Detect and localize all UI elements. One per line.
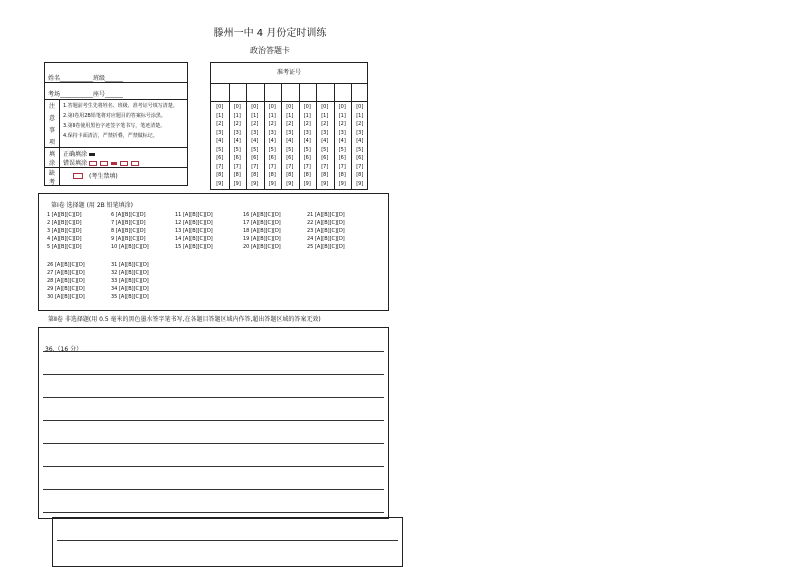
correct-fill-label: 正确填涂	[63, 151, 88, 158]
exam-id-digit-bubble[interactable]: [7]	[286, 163, 294, 170]
exam-id-digit-bubble[interactable]: [4]	[251, 138, 259, 144]
wrong-swatch-3	[111, 162, 117, 165]
exam-id-digit-bubble[interactable]: [9]	[321, 180, 329, 187]
exam-id-digit-bubble[interactable]: [0]	[251, 104, 259, 110]
mcq-item-25[interactable]: 25 [A][B][C][D]	[307, 244, 345, 250]
exam-id-digit-bubble[interactable]: [7]	[251, 163, 259, 170]
exam-id-digit-bubble[interactable]: [8]	[251, 172, 259, 178]
name-class-field[interactable]: 姓名___________班级______	[48, 75, 124, 82]
answer-line[interactable]	[43, 489, 384, 490]
exam-id-digit-bubble[interactable]: [1]	[338, 112, 346, 119]
mcq-item-13[interactable]: 13 [A][B][C][D]	[175, 228, 213, 234]
exam-id-digit-bubble[interactable]: [8]	[233, 172, 241, 178]
exam-id-digit-bubble[interactable]: [3]	[303, 129, 311, 136]
correct-fill-example	[63, 149, 96, 158]
exam-id-digit-bubble[interactable]: [4]	[216, 138, 224, 144]
exam-id-label: 准考证号	[211, 63, 367, 84]
absent-note: (考生禁填)	[89, 173, 118, 180]
mcq-item-2[interactable]: 2 [A][B][C][D]	[47, 220, 82, 226]
mcq-item-12[interactable]: 12 [A][B][C][D]	[175, 220, 213, 226]
exam-id-digit-bubble[interactable]: [1]	[251, 112, 259, 119]
exam-id-digit-bubble[interactable]: [6]	[268, 155, 276, 161]
note-4: 4.保持卡面清洁，严禁折叠，严禁做标记。	[63, 133, 158, 139]
exam-id-digit-bubble[interactable]: [3]	[233, 129, 241, 136]
exam-id-digit-bubble[interactable]: [5]	[356, 146, 364, 153]
exam-id-digit-bubble[interactable]: [6]	[356, 155, 364, 161]
page-title: 滕州一中 4 月份定时训练	[213, 28, 327, 39]
exam-id-digit-bubble[interactable]: [9]	[356, 180, 364, 187]
note-1: 1.答题前考生先将姓名、班级、准考证号填写清楚。	[63, 103, 178, 109]
exam-id-digit-bubble[interactable]: [4]	[321, 138, 329, 144]
exam-id-digit-bubble[interactable]: [5]	[251, 146, 259, 153]
exam-id-digit-bubble[interactable]: [5]	[286, 146, 294, 153]
exam-id-digit-bubble[interactable]: [8]	[268, 172, 276, 178]
exam-id-digit-bubble[interactable]: [5]	[216, 146, 224, 153]
mcq-item-10[interactable]: 10 [A][B][C][D]	[111, 244, 149, 250]
exam-id-digit-bubble[interactable]: [6]	[286, 155, 294, 161]
answer-line[interactable]	[43, 351, 384, 352]
exam-id-digit-bubble[interactable]: [4]	[303, 138, 311, 144]
mcq-item-14[interactable]: 14 [A][B][C][D]	[175, 236, 213, 242]
exam-id-digit-bubble[interactable]: [7]	[321, 163, 329, 170]
exam-id-digit-bubble[interactable]: [2]	[233, 121, 241, 127]
exam-id-digit-bubble[interactable]: [0]	[268, 104, 276, 110]
exam-id-digit-bubble[interactable]: [7]	[356, 163, 364, 170]
mcq-item-33[interactable]: 33 [A][B][C][D]	[111, 278, 149, 284]
note-3: 3.第Ⅱ卷使用黑色字迹签字笔书写，笔迹清楚。	[63, 123, 166, 129]
exam-id-digit-bubble[interactable]: [8]	[338, 172, 346, 178]
exam-id-digit-bubble[interactable]: [9]	[233, 180, 241, 187]
notice-text	[63, 103, 187, 139]
exam-id-digit-bubble[interactable]: [6]	[303, 155, 311, 161]
exam-id-digit-bubble[interactable]: [5]	[233, 146, 241, 153]
note-2: 2.第Ⅰ卷用2B铅笔将对应题目的答案标号涂黑。	[63, 113, 166, 119]
answer-line[interactable]	[43, 443, 384, 444]
mcq-item-9[interactable]: 9 [A][B][C][D]	[111, 236, 146, 242]
answer-line[interactable]	[43, 397, 384, 398]
notice-label-2: 意	[48, 115, 55, 122]
mcq-item-16[interactable]: 16 [A][B][C][D]	[243, 212, 281, 218]
mcq-item-8[interactable]: 8 [A][B][C][D]	[111, 228, 146, 234]
exam-id-digit-bubble[interactable]: [4]	[268, 138, 276, 144]
answer-line[interactable]	[57, 540, 398, 541]
exam-id-digit-bubble[interactable]: [0]	[338, 104, 346, 110]
fill-label-2: 涂	[48, 160, 55, 167]
mcq-item-6[interactable]: 6 [A][B][C][D]	[111, 212, 146, 218]
exam-id-digit-bubble[interactable]: [8]	[303, 172, 311, 178]
exam-id-digit-bubble[interactable]: [0]	[233, 104, 241, 110]
exam-id-digit-bubble[interactable]: [5]	[303, 146, 311, 153]
exam-id-digit-bubble[interactable]: [4]	[286, 138, 294, 144]
exam-id-digit-bubble[interactable]: [6]	[321, 155, 329, 161]
answer-line[interactable]	[43, 466, 384, 467]
exam-id-digit-bubble[interactable]: [1]	[303, 112, 311, 119]
mcq-item-19[interactable]: 19 [A][B][C][D]	[243, 236, 281, 242]
wrong-swatch-2	[100, 161, 108, 166]
mcq-item-32[interactable]: 32 [A][B][C][D]	[111, 270, 149, 276]
mcq-item-20[interactable]: 20 [A][B][C][D]	[243, 244, 281, 250]
exam-id-digit-bubble[interactable]: [1]	[321, 112, 329, 119]
exam-id-digit-bubble[interactable]: [9]	[268, 180, 276, 187]
exam-id-digit-bubble[interactable]: [7]	[233, 163, 241, 170]
question-36-label: 36.（16 分）	[45, 346, 83, 353]
exam-id-digit-bubble[interactable]: [7]	[338, 163, 346, 170]
exam-id-digit-bubble[interactable]: [1]	[356, 112, 364, 119]
exam-id-digit-bubble[interactable]: [2]	[286, 121, 294, 127]
exam-id-digit-bubble[interactable]: [3]	[286, 129, 294, 136]
exam-id-digit-bubble[interactable]: [3]	[321, 129, 329, 136]
exam-id-digit-bubble[interactable]: [6]	[233, 155, 241, 161]
mcq-item-7[interactable]: 7 [A][B][C][D]	[111, 220, 146, 226]
mcq-item-34[interactable]: 34 [A][B][C][D]	[111, 286, 149, 292]
exam-id-digit-bubble[interactable]: [0]	[303, 104, 311, 110]
mcq-item-11[interactable]: 11 [A][B][C][D]	[175, 212, 213, 218]
exam-id-digit-bubble[interactable]: [1]	[233, 112, 241, 119]
mcq-item-18[interactable]: 18 [A][B][C][D]	[243, 228, 281, 234]
exam-id-digit-bubble[interactable]: [1]	[286, 112, 294, 119]
absent-label-1: 缺	[48, 170, 55, 177]
wrong-swatch-5	[131, 161, 139, 166]
exam-id-digit-bubble[interactable]: [3]	[251, 129, 259, 136]
exam-id-digit-bubble[interactable]: [2]	[216, 121, 224, 127]
exam-id-digit-bubble[interactable]: [2]	[321, 121, 329, 127]
mcq-item-24[interactable]: 24 [A][B][C][D]	[307, 236, 345, 242]
exam-id-digit-bubble[interactable]: [0]	[216, 104, 224, 110]
mcq-item-26[interactable]: 26 [A][B][C][D]	[47, 262, 85, 268]
exam-id-digit-bubble[interactable]: [7]	[303, 163, 311, 170]
exam-id-digit-bubble[interactable]: [8]	[321, 172, 329, 178]
mcq-item-1[interactable]: 1 [A][B][C][D]	[47, 212, 82, 218]
answer-line[interactable]	[43, 374, 384, 375]
page-subtitle: 政治答题卡	[250, 46, 290, 55]
mcq-item-17[interactable]: 17 [A][B][C][D]	[243, 220, 281, 226]
wrong-swatch-4	[120, 161, 128, 166]
exam-id-box	[210, 62, 368, 190]
exam-id-digit-bubble[interactable]: [6]	[338, 155, 346, 161]
exam-id-digit-bubble[interactable]: [2]	[303, 121, 311, 127]
fill-label-1: 填	[48, 151, 55, 158]
exam-id-digit-bubble[interactable]: [3]	[338, 129, 346, 136]
exam-id-digit-bubble[interactable]: [4]	[356, 138, 364, 144]
mcq-section	[38, 193, 389, 311]
correct-fill-swatch	[89, 153, 95, 156]
exam-id-digit-bubble[interactable]: [3]	[356, 129, 364, 136]
student-info-box	[44, 62, 188, 186]
mcq-item-31[interactable]: 31 [A][B][C][D]	[111, 262, 149, 268]
answer-line[interactable]	[43, 420, 384, 421]
exam-id-digit-bubble[interactable]: [9]	[303, 180, 311, 187]
exam-id-digit-bubble[interactable]: [5]	[321, 146, 329, 153]
exam-id-digit-bubble[interactable]: [8]	[356, 172, 364, 178]
exam-id-digit-bubble[interactable]: [7]	[268, 163, 276, 170]
mcq-item-15[interactable]: 15 [A][B][C][D]	[175, 244, 213, 250]
section2-heading: 第Ⅱ卷 非选择题(用 0.5 毫米的黑色墨水签字笔书写,在各题目答题区域内作答,超出答题区域的答案无效)	[48, 316, 321, 323]
exam-id-digit-bubble[interactable]: [0]	[356, 104, 364, 110]
mcq-item-3[interactable]: 3 [A][B][C][D]	[47, 228, 82, 234]
exam-id-digit-bubble[interactable]: [6]	[216, 155, 224, 161]
mcq-item-29[interactable]: 29 [A][B][C][D]	[47, 286, 85, 292]
exam-id-digit-bubble[interactable]: [7]	[216, 163, 224, 170]
exam-id-digit-bubble[interactable]: [6]	[251, 155, 259, 161]
essay-area	[38, 327, 389, 519]
exam-id-digit-bubble[interactable]: [3]	[268, 129, 276, 136]
exam-id-digit-bubble[interactable]: [9]	[216, 180, 224, 187]
exam-id-digit-bubble[interactable]: [4]	[233, 138, 241, 144]
notice-label-3: 事	[48, 127, 55, 134]
exam-id-digit-bubble[interactable]: [5]	[268, 146, 276, 153]
exam-id-digit-bubble[interactable]: [2]	[356, 121, 364, 127]
mcq-item-27[interactable]: 27 [A][B][C][D]	[47, 270, 85, 276]
exam-id-digit-bubble[interactable]: [9]	[338, 180, 346, 187]
exam-id-digit-bubble[interactable]: [3]	[216, 129, 224, 136]
mcq-item-30[interactable]: 30 [A][B][C][D]	[47, 294, 85, 300]
exam-id-digit-bubble[interactable]: [2]	[251, 121, 259, 127]
notice-label-4: 项	[48, 139, 55, 146]
mcq-item-28[interactable]: 28 [A][B][C][D]	[47, 278, 85, 284]
mcq-item-4[interactable]: 4 [A][B][C][D]	[47, 236, 82, 242]
exam-id-digit-bubble[interactable]: [1]	[268, 112, 276, 119]
notice-label-1: 注	[48, 103, 55, 110]
wrong-swatch-1	[89, 161, 97, 166]
exam-id-digit-bubble[interactable]: [0]	[321, 104, 329, 110]
absent-checkbox[interactable]	[73, 173, 83, 179]
wrong-fill-label: 错误填涂	[63, 160, 88, 167]
mcq-item-35[interactable]: 35 [A][B][C][D]	[111, 294, 149, 300]
exam-id-digit-bubble[interactable]: [5]	[338, 146, 346, 153]
exam-id-digit-bubble[interactable]: [2]	[338, 121, 346, 127]
mcq-item-22[interactable]: 22 [A][B][C][D]	[307, 220, 345, 226]
absent-label-2: 考	[48, 179, 55, 186]
mcq-heading: 第Ⅰ卷 选择题 (用 2B 铅笔填涂)	[51, 202, 134, 209]
mcq-item-23[interactable]: 23 [A][B][C][D]	[307, 228, 345, 234]
exam-id-digit-bubble[interactable]: [8]	[216, 172, 224, 178]
exam-id-digit-bubble[interactable]: [9]	[251, 180, 259, 187]
exam-id-digit-bubble[interactable]: [1]	[216, 112, 224, 119]
exam-id-digit-bubble[interactable]: [4]	[338, 138, 346, 144]
room-seat-field[interactable]: 考场___________座号______	[48, 91, 124, 98]
wrong-fill-example	[63, 158, 140, 167]
exam-id-digit-bubble[interactable]: [0]	[286, 104, 294, 110]
answer-line[interactable]	[43, 512, 384, 513]
essay-area-continued	[52, 517, 403, 567]
mcq-item-5[interactable]: 5 [A][B][C][D]	[47, 244, 82, 250]
exam-id-digit-bubble[interactable]: [8]	[286, 172, 294, 178]
exam-id-digit-bubble[interactable]: [2]	[268, 121, 276, 127]
exam-id-digit-bubble[interactable]: [9]	[286, 180, 294, 187]
mcq-item-21[interactable]: 21 [A][B][C][D]	[307, 212, 345, 218]
